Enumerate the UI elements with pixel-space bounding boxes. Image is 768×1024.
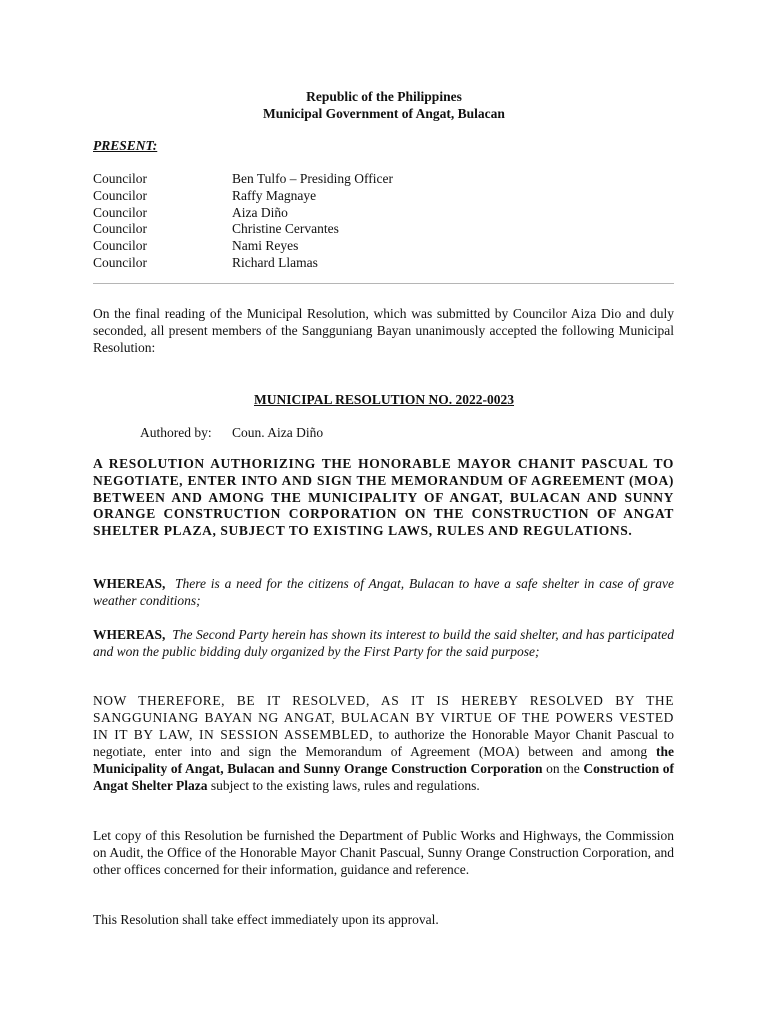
member-name: Ben Tulfo – Presiding Officer (232, 171, 393, 186)
attendance-row (93, 171, 393, 188)
member-role: Councilor (93, 238, 147, 254)
whereas-text: The Second Party herein has shown its interest to build the said shelter, and has participated and won the public bidding duly organized by the First Party for the said purpose; (93, 627, 675, 659)
attendance-row (93, 221, 393, 238)
furnish-paragraph: Let copy of this Resolution be furnished the Department of Public Works and Highways, the Commission on Audit, the Office of the Honorable Mayor Chanit Pascual, Sunny Orange Construction Corporation, and other offices concerned for their information, guidance and reference. (93, 828, 674, 877)
present-label: PRESENT: (93, 138, 158, 153)
resolution-number-title: MUNICIPAL RESOLUTION NO. 2022-0023 (253, 392, 515, 407)
resolved-text: to authorize the Honorable Mayor Chanit Pascual to negotiate, enter into and sign the Memorandum of Agreement (MOA) between and among (93, 727, 674, 759)
member-role: Councilor (93, 171, 147, 186)
member-name: Aiza Diño (232, 204, 288, 220)
header-municipal-government: Municipal Government of Angat, Bulacan (263, 106, 505, 121)
attendance-row (93, 205, 393, 222)
attendance-row (93, 188, 393, 205)
resolved-text: subject to the existing laws, rules and regulations. (207, 778, 480, 793)
member-role: Councilor (93, 254, 147, 270)
whereas-label: WHEREAS, (93, 627, 166, 642)
member-role: Councilor (93, 204, 147, 220)
attendance-row (93, 255, 393, 272)
member-name: Raffy Magnaye (232, 187, 317, 203)
whereas-text: There is a need for the citizens of Angat, Bulacan to have a safe shelter in case of grave weather conditions; (93, 576, 675, 608)
intro-paragraph: On the final reading of the Municipal Resolution, which was submitted by Councilor Aiza Dio and duly seconded, all present members of the Sangguniang Bayan unanimously accepted the following Municipal Resolution: (93, 306, 674, 355)
authored-by-line (140, 425, 323, 441)
effectivity-paragraph: This Resolution shall take effect immediately upon its approval. (93, 912, 439, 927)
member-name: Richard Llamas (232, 254, 318, 270)
resolved-caps: NOW THEREFORE, BE IT RESOLVED, AS IT IS HEREBY RESOLVED BY THE SANGGUNIANG BAYAN NG ANGAT, BULACAN BY VIRTUE OF THE POWERS VESTED IN IT BY LAW, IN SESSION ASSEMBLED, (93, 693, 674, 742)
header-republic: Republic of the Philippines (306, 89, 462, 104)
resolved-paragraph (93, 692, 674, 794)
resolved-text: on the (542, 761, 584, 776)
whereas-clause-2 (93, 626, 674, 660)
authored-by-value: Coun. Aiza Diño (232, 425, 324, 440)
member-role: Councilor (93, 221, 147, 237)
whereas-clause-1 (93, 575, 674, 609)
resolved-parties: the Municipality of Angat, Bulacan and Sunny Orange Construction Corporation (93, 744, 674, 776)
member-name: Nami Reyes (232, 238, 299, 254)
resolved-project: Construction of Angat Shelter Plaza (93, 761, 675, 793)
member-role: Councilor (93, 187, 147, 203)
resolution-caption: A RESOLUTION AUTHORIZING THE HONORABLE MAYOR CHANIT PASCUAL TO NEGOTIATE, ENTER INTO AND SIGN THE MEMORANDUM OF AGREEMENT (MOA) BETWEEN AND AMONG THE MUNICIPALITY OF ANGAT, BULACAN AND SUNNY ORANGE CONSTRUCTION CORPORATION ON THE CONSTRUCTION OF ANGAT SHELTER PLAZA, SUBJECT TO EXISTING LAWS, RULES AND REGULATIONS. (93, 456, 674, 539)
whereas-label: WHEREAS, (93, 576, 166, 591)
section-divider (93, 283, 674, 284)
member-name: Christine Cervantes (232, 221, 339, 237)
authored-by-label: Authored by: (140, 425, 212, 440)
attendance-list (93, 171, 393, 272)
attendance-row (93, 238, 393, 255)
